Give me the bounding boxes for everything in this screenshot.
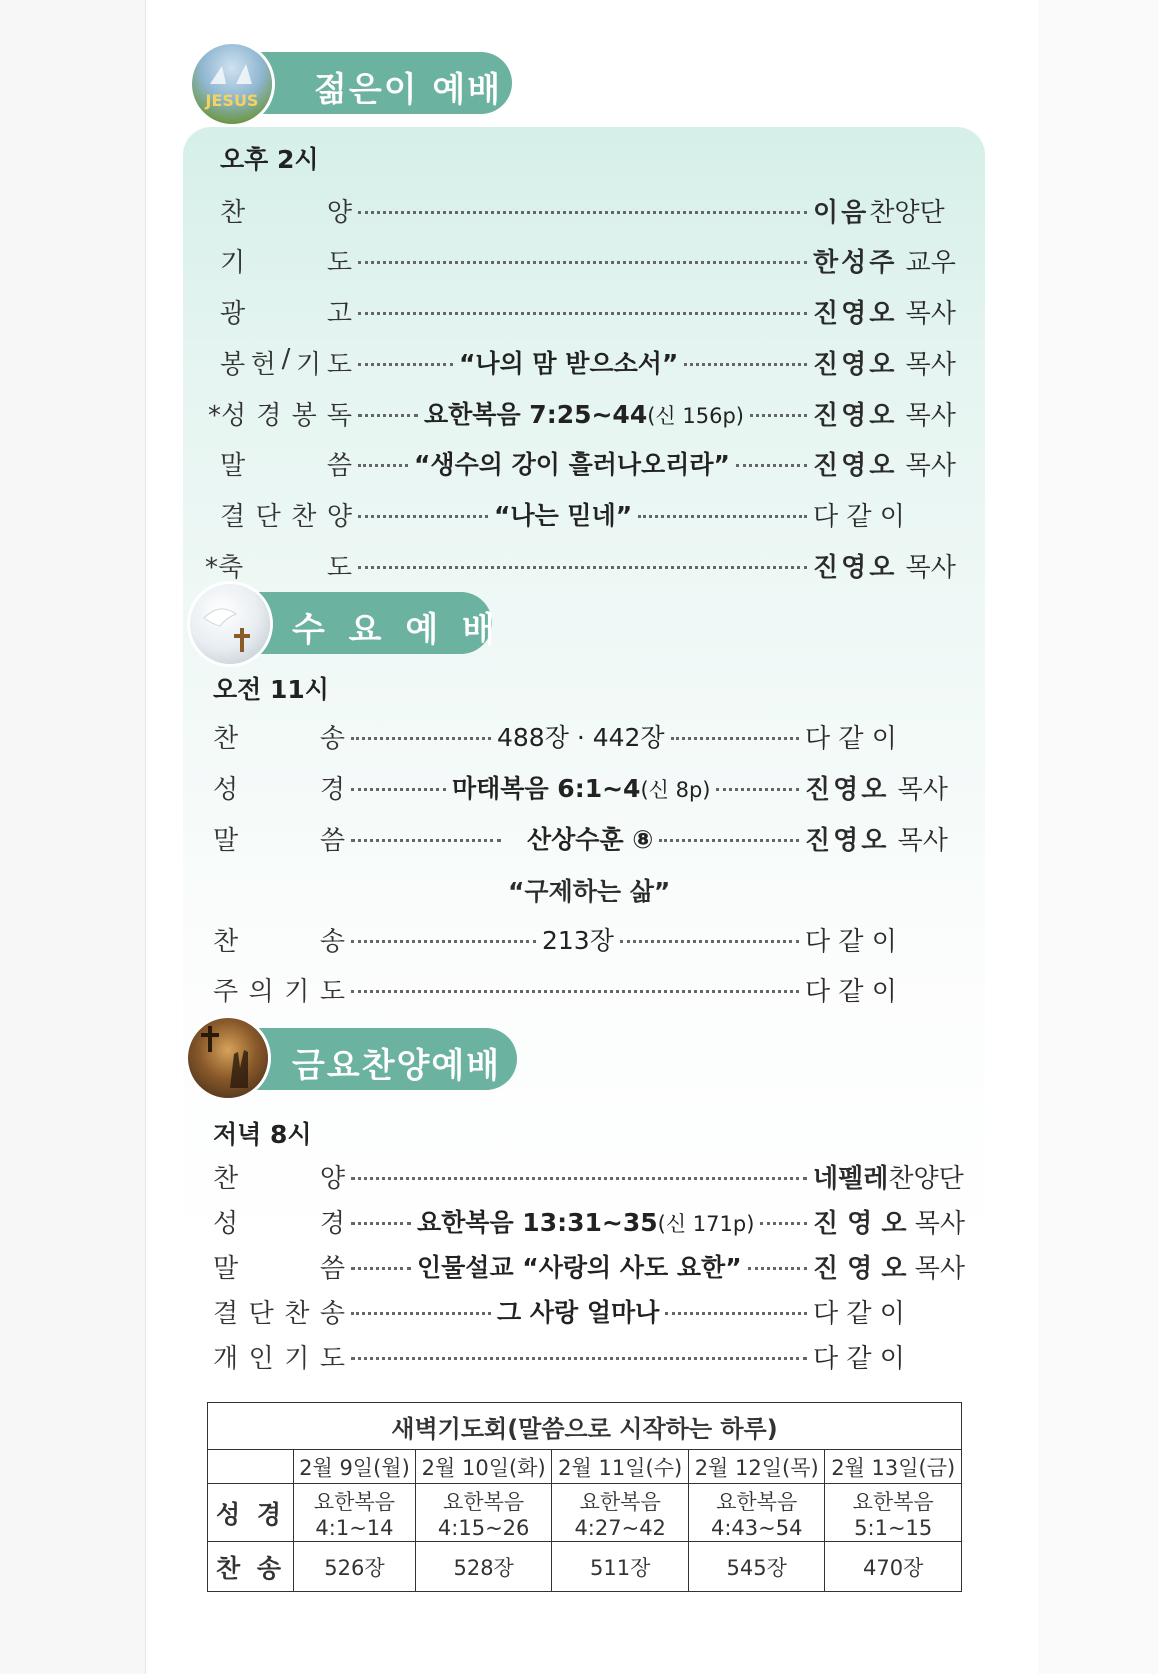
order-leader: 네펠레찬양단 bbox=[813, 1163, 964, 1194]
order-leader: 한성주 교우 bbox=[813, 247, 956, 278]
order-item-title: 그 사랑 얼마나 bbox=[497, 1298, 660, 1327]
wednesday-worship-time: 오전 11시 bbox=[213, 675, 329, 704]
sermon-series: 산상수훈 ⑧ bbox=[527, 825, 654, 854]
friday-worship-time: 저녁 8시 bbox=[213, 1120, 312, 1149]
leader-dots bbox=[351, 990, 799, 993]
friday-worship-banner bbox=[232, 1028, 517, 1090]
page-right-margin bbox=[1038, 0, 1158, 1674]
order-item-title: 인물설교 “사랑의 사도 요한” bbox=[417, 1253, 742, 1282]
leader-dots bbox=[351, 788, 446, 791]
scripture-cell: 요한복음 4:43~54 bbox=[688, 1484, 825, 1542]
order-leader: 진영오 목사 bbox=[813, 298, 956, 329]
leader-dots bbox=[351, 1267, 411, 1270]
order-label: 주 의 기 도 bbox=[213, 976, 345, 1007]
leader-dots bbox=[750, 414, 807, 417]
order-row bbox=[213, 1337, 963, 1375]
leader-dots bbox=[358, 566, 807, 569]
order-label: 말 씀 bbox=[220, 450, 352, 481]
youth-worship-title: 젊은이 예배 bbox=[314, 70, 503, 110]
order-row bbox=[213, 819, 955, 857]
order-label: 말 씀 bbox=[213, 1253, 345, 1284]
order-row bbox=[213, 920, 955, 958]
order-row bbox=[220, 241, 955, 279]
order-item-title: 요한복음 7:25~44(신 156p) bbox=[424, 400, 744, 429]
dawn-prayer-title: 새벽기도회(말씀으로 시작하는 하루) bbox=[208, 1403, 962, 1450]
leader-dots bbox=[358, 312, 807, 315]
jesus-emblem-icon bbox=[192, 44, 272, 124]
leader-dots bbox=[671, 737, 799, 740]
order-label: 찬 송 bbox=[213, 723, 345, 754]
youth-worship-banner bbox=[232, 52, 512, 114]
order-item-title: “나는 믿네” bbox=[494, 501, 633, 530]
leader-dots bbox=[736, 464, 807, 467]
wednesday-worship-title: 수 요 예 배 bbox=[292, 610, 501, 650]
dawn-prayer-table bbox=[207, 1402, 962, 1592]
order-row bbox=[220, 495, 955, 533]
leader-dots bbox=[358, 414, 418, 417]
order-row bbox=[220, 444, 955, 482]
order-leader: 진영오 목사 bbox=[805, 774, 948, 805]
order-leader: 진 영 오 목사 bbox=[813, 1208, 965, 1239]
order-item-title: 요한복음 13:31~35(신 171p) bbox=[417, 1208, 755, 1237]
order-leader: 다 같 이 bbox=[805, 723, 897, 754]
leader-dots bbox=[351, 737, 491, 740]
leader-dots bbox=[638, 515, 807, 518]
dove-cross-emblem-icon bbox=[190, 584, 270, 664]
order-label: 찬 양 bbox=[220, 197, 352, 228]
order-item-title: “나의 맘 받으소서” bbox=[459, 349, 679, 378]
order-item-title: 마태복음 6:1~4(신 8p) bbox=[452, 774, 711, 803]
order-label: 결 단 찬 양 bbox=[220, 501, 352, 532]
hymn-cell: 470장 bbox=[825, 1542, 962, 1592]
date-header: 2월 13일(금) bbox=[825, 1450, 962, 1484]
order-row bbox=[220, 343, 955, 381]
leader-dots bbox=[659, 839, 799, 842]
order-leader: 다 같 이 bbox=[805, 926, 897, 957]
praise-hands-emblem-icon bbox=[188, 1018, 268, 1098]
leader-dots bbox=[358, 211, 807, 214]
order-label: 말 씀 bbox=[213, 825, 345, 856]
order-leader: 진 영 오 목사 bbox=[813, 1253, 965, 1284]
leader-dots bbox=[358, 515, 488, 518]
sermon-subtitle: “구제하는 삶” bbox=[508, 877, 671, 906]
order-leader: 다 같 이 bbox=[805, 976, 897, 1007]
row-label-hymn: 찬 송 bbox=[208, 1542, 294, 1592]
order-leader: 진영오 목사 bbox=[813, 400, 956, 431]
leader-dots bbox=[716, 788, 799, 791]
leader-dots bbox=[351, 940, 536, 943]
leader-dots bbox=[665, 1312, 807, 1315]
order-label: 성 경 bbox=[213, 1208, 345, 1239]
order-leader: 진영오 목사 bbox=[813, 552, 956, 583]
leader-dots bbox=[358, 363, 453, 366]
order-row bbox=[213, 970, 955, 1008]
order-row bbox=[213, 768, 955, 806]
order-item-title: 213장 bbox=[542, 926, 614, 955]
date-header: 2월 12일(목) bbox=[688, 1450, 825, 1484]
order-row bbox=[205, 546, 955, 584]
order-row bbox=[213, 717, 955, 755]
order-row bbox=[213, 1292, 963, 1330]
order-item-title: “생수의 강이 흘러나오리라” bbox=[414, 450, 730, 479]
leader-dots bbox=[760, 1222, 807, 1225]
order-label: 찬 양 bbox=[213, 1163, 345, 1194]
leader-dots bbox=[358, 261, 807, 264]
order-row bbox=[208, 394, 955, 432]
hymn-cell: 545장 bbox=[688, 1542, 825, 1592]
leader-dots bbox=[358, 464, 408, 467]
wednesday-worship-banner bbox=[232, 592, 501, 654]
order-leader: 다 같 이 bbox=[813, 1343, 905, 1374]
scripture-cell: 요한복음 5:1~15 bbox=[825, 1484, 962, 1542]
leader-dots bbox=[351, 1312, 491, 1315]
order-label: *축 도 bbox=[205, 552, 352, 583]
youth-worship-time: 오후 2시 bbox=[220, 145, 319, 174]
order-row bbox=[220, 292, 955, 330]
scripture-cell: 요한복음 4:1~14 bbox=[294, 1484, 416, 1542]
date-header: 2월 11일(수) bbox=[552, 1450, 689, 1484]
jesus-emblem-text: JESUS bbox=[205, 91, 259, 110]
hymn-cell: 511장 bbox=[552, 1542, 689, 1592]
order-label: 광 고 bbox=[220, 298, 352, 329]
date-header: 2월 10일(화) bbox=[415, 1450, 552, 1484]
order-row bbox=[213, 1247, 963, 1285]
order-label: 봉 헌 / 기 도 bbox=[220, 343, 352, 380]
leader-dots bbox=[351, 1357, 807, 1360]
row-label-scripture: 성 경 bbox=[208, 1484, 294, 1542]
order-label: 개 인 기 도 bbox=[213, 1343, 345, 1374]
scripture-cell: 요한복음 4:27~42 bbox=[552, 1484, 689, 1542]
order-label: 찬 송 bbox=[213, 926, 345, 957]
friday-worship-title: 금요찬양예배 bbox=[292, 1046, 502, 1086]
hymn-cell: 526장 bbox=[294, 1542, 416, 1592]
order-label: 결 단 찬 송 bbox=[213, 1298, 345, 1329]
table-corner-cell bbox=[208, 1450, 294, 1484]
order-leader: 이음찬양단 bbox=[813, 197, 945, 228]
page-left-margin bbox=[0, 0, 146, 1674]
order-leader: 진영오 목사 bbox=[813, 450, 956, 481]
order-leader: 진영오 목사 bbox=[805, 825, 948, 856]
order-leader: 진영오 목사 bbox=[813, 349, 956, 380]
scripture-cell: 요한복음 4:15~26 bbox=[415, 1484, 552, 1542]
order-leader: 다 같 이 bbox=[813, 1298, 905, 1329]
leader-dots bbox=[748, 1267, 807, 1270]
order-label: *성 경 봉 독 bbox=[208, 400, 352, 431]
order-item-title: 488장 · 442장 bbox=[497, 723, 665, 752]
order-leader: 다 같 이 bbox=[813, 501, 905, 532]
order-label: 기 도 bbox=[220, 247, 352, 278]
order-label: 성 경 bbox=[213, 774, 345, 805]
leader-dots bbox=[351, 1177, 807, 1180]
leader-dots bbox=[620, 940, 799, 943]
leader-dots bbox=[351, 839, 501, 842]
date-header: 2월 9일(월) bbox=[294, 1450, 416, 1484]
order-row bbox=[220, 191, 955, 229]
leader-dots bbox=[684, 363, 807, 366]
order-row bbox=[213, 1157, 963, 1195]
hymn-cell: 528장 bbox=[415, 1542, 552, 1592]
leader-dots bbox=[351, 1222, 411, 1225]
order-row bbox=[213, 1202, 963, 1240]
